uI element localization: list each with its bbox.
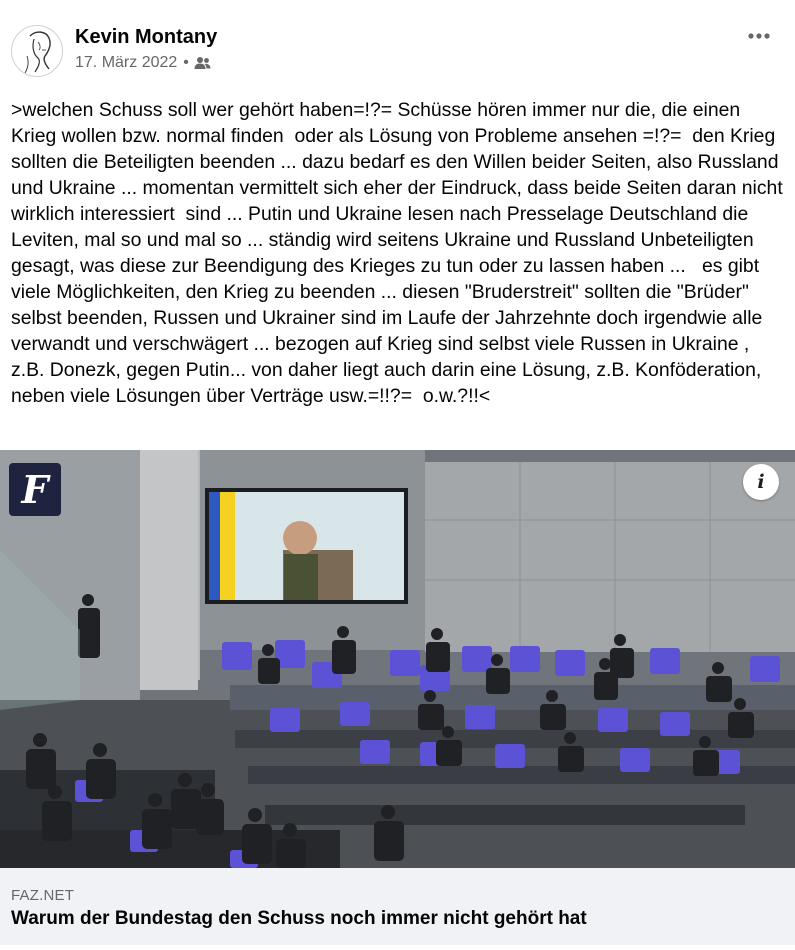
avatar-sketch-icon	[12, 26, 63, 77]
info-icon[interactable]	[743, 464, 779, 500]
faz-logo-icon	[9, 463, 61, 516]
meta-separator: •	[183, 54, 189, 71]
faz-logo-letter: F	[21, 467, 49, 512]
link-domain: FAZ.NET	[11, 887, 75, 904]
post-date[interactable]: 17. März 2022	[75, 54, 178, 71]
more-options-icon[interactable]	[743, 24, 775, 48]
link-headline[interactable]: Warum der Bundestag den Schuss noch immer nicht gehört hat	[11, 908, 587, 929]
link-preview-image[interactable]	[0, 450, 795, 868]
link-caption[interactable]	[0, 868, 795, 945]
post-header	[0, 0, 795, 90]
info-icon-label: i	[757, 471, 765, 493]
link-preview-card[interactable]	[0, 450, 795, 945]
author-avatar[interactable]	[11, 25, 63, 77]
post-text: >welchen Schuss soll wer gehört haben=!?= Schüsse hören immer nur die, die einen Krieg wollen bzw. normal finden oder als Lösung von Probleme ansehen =!?= den Krieg sollten die Beteiligten beenden ... dazu bedarf es den Willen beider Seiten, also Russland und Ukraine ... momentan vermittelt sich eher der Eindruck, dass beide Seiten daran nicht wirklich interessiert sind ... Putin und Ukraine lesen nach Presselage Deutschland die Leviten, mal so und mal so ... ständig wird seitens Ukraine und Russland Unbeteiligten gesagt, was diese zur Beendigung des Krieges zu tun oder zu lassen haben ... es gibt viele Möglichkeiten, den Krieg zu beenden ... diesen "Bruderstreit" sollten die "Brüder" selbst beenden, Russen und Ukrainer sind im Laufe der Jahrzehnte doch irgendwie alle verwandt und verschwägert ... bezogen auf Krieg sind selbst viele Russen in Ukraine , z.B. Donezk, gegen Putin... von daher liegt auch darin eine Lösung, z.B. Konföderation, neben viele Lösungen über Verträge usw.=!!?= o.w.?!!<	[11, 99, 789, 407]
post-meta	[75, 54, 211, 72]
friends-icon	[194, 56, 211, 70]
author-name[interactable]: Kevin Montany	[75, 26, 218, 48]
